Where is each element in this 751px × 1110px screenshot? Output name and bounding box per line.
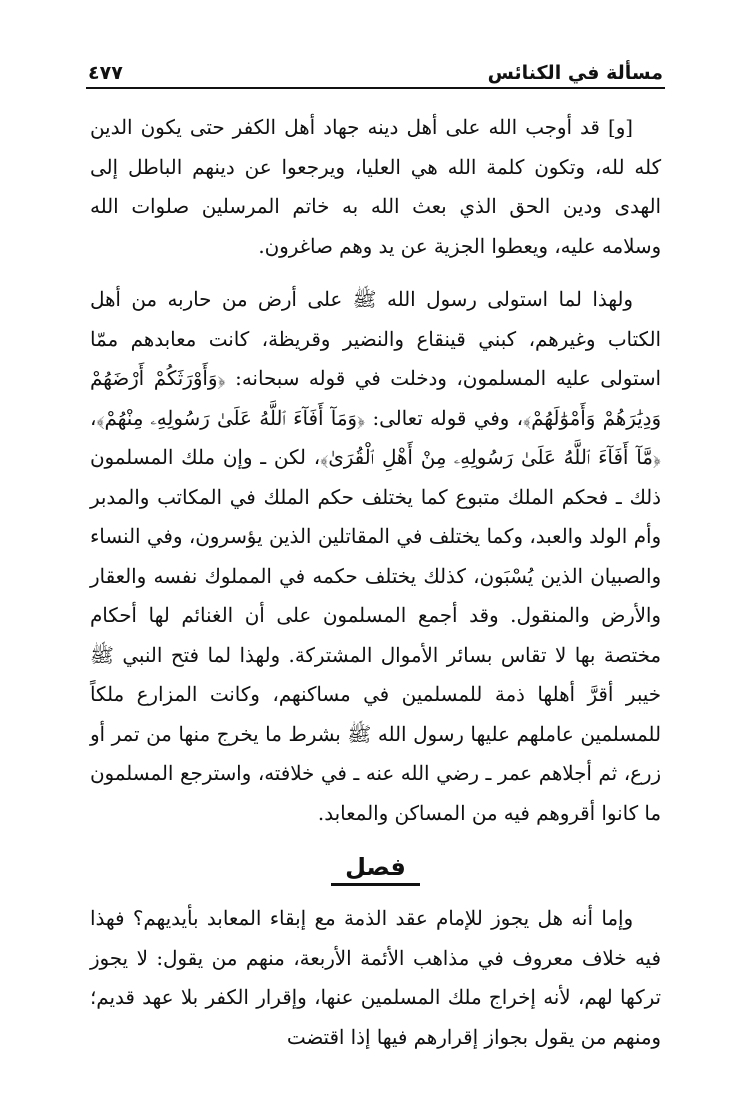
section-heading [90, 847, 661, 887]
paragraph-dhimma: وإما أنه هل يجوز للإمام عقد الذمة مع إبقاء المعابد بأيديهم؟ فهذا فيه خلاف معروف في مذاهب الأئمة الأربعة، منهم من يقول: لا يجوز تركها لهم، لأنه إخراج ملك المسلمين عنها، وإقرار الكفر بلا عهد قديم؛ ومنهم من يقول بجواز إقرارهم فيها إذا اقتضت [90, 907, 661, 1049]
page-header [88, 52, 663, 84]
paragraph-jihad: [و] قد أوجب الله على أهل دينه جهاد أهل الكفر حتى يكون الدين كله لله، وتكون كلمة الله هي العليا، ويرجعوا عن دينهم الباطل إلى الهدى ودين الحق الذي بعث الله به خاتم المرسلين صلوات الله وسلامه عليه، ويعطوا الجزية عن يد وهم صاغرون. [90, 116, 661, 258]
paragraph-conquest: ولهذا لما استولى رسول الله ﷺ على أرض من حاربه من أهل الكتاب وغيرهم، كبني قينقاع والنضير وقريظة، كانت معابدهم ممّا استولى عليه المسلمون، ودخلت في قوله سبحانه: ﴿وَأَوْرَثَكُمْ أَرْضَهُمْ وَدِيَٰرَهُمْ وَأَمْوَٰلَهُمْ﴾، وفي قوله تعالى: ﴿وَمَآ أَفَآءَ ٱللَّهُ عَلَىٰ رَسُولِهِۦ مِنْهُمْ﴾، ﴿مَّآ أَفَآءَ ٱللَّهُ عَلَىٰ رَسُولِهِۦ مِنْ أَهْلِ ٱلْقُرَىٰ﴾، لكن ـ وإن ملك المسلمون ذلك ـ فحكم الملك متبوع كما يختلف حكم الملك في المكاتب والمدبر وأم الولد والعبد، وكما يختلف في المقاتلين الذين يؤسرون، وفي النساء والصبيان الذين يُسْبَون، كذلك يختلف حكمه في المملوك نفسه والعقار والأرض والمنقول. وقد أجمع المسلمون على أن الغنائم لها أحكام مختصة بها لا تقاس بسائر الأموال المشتركة. ولهذا لما فتح النبي ﷺ خيبر أقرَّ أهلها ذمة للمسلمين في مساكنهم، وكانت المزارع ملكاً للمسلمين عاملهم عليها رسول الله ﷺ بشرط ما يخرج منها من تمر أو زرع، ثم أجلاهم عمر ـ رضي الله عنه ـ في خلافته، واسترجع المسلمون ما كانوا أقروهم فيه من المساكن والمعابد. [90, 288, 661, 825]
page-number: ٤٧٧ [88, 62, 123, 84]
section-heading-label: فصل [331, 853, 420, 886]
header-divider [86, 87, 665, 89]
running-title: مسألة في الكنائس [487, 62, 663, 84]
page-body [90, 108, 661, 1071]
